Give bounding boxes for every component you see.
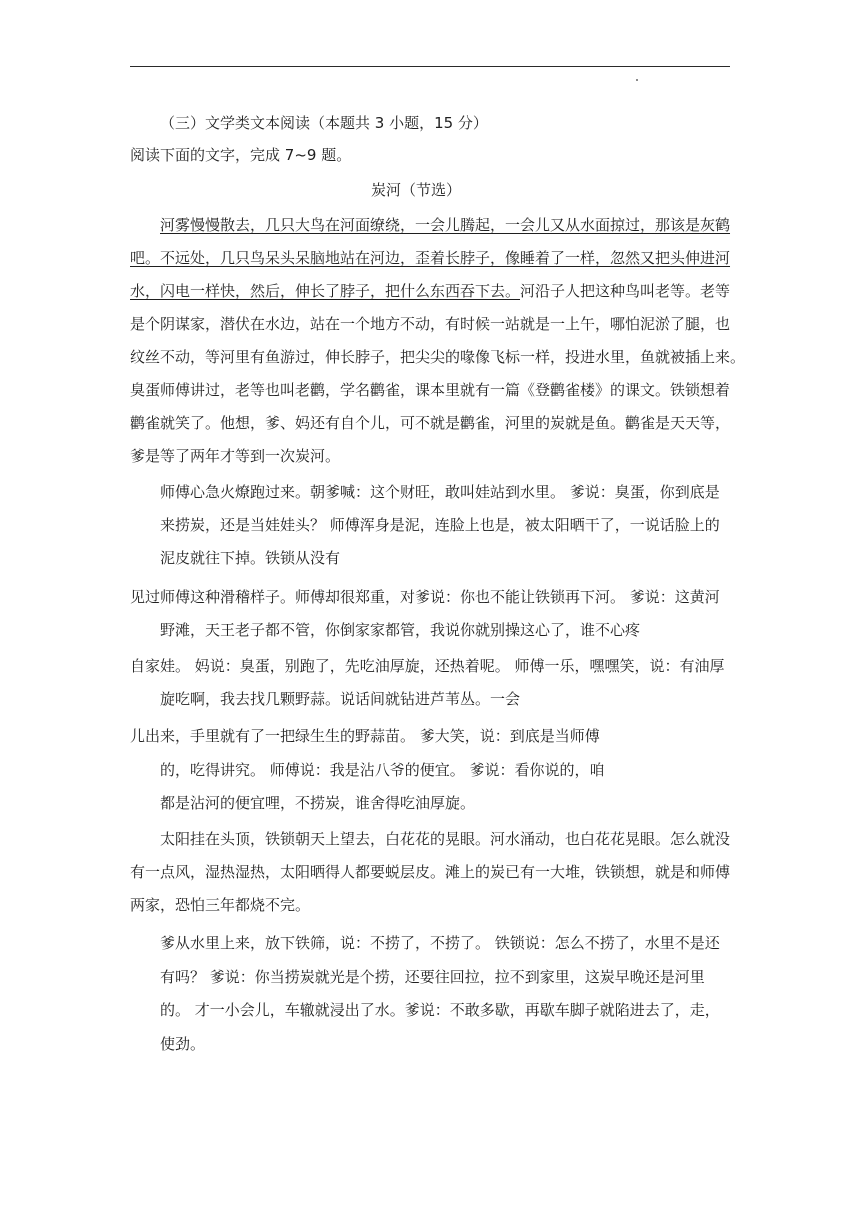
p2-line-9: 的，吃得讲究。 师傅说：我是沾八爷的便宜。 爹说：看你说的，咱 xyxy=(160,761,605,779)
p3-line-1: 太阳挂在头顶，铁锁朝天上望去，白花花的晃眼。河水涌动，也白花花晃眼。怎么就没 xyxy=(160,830,731,848)
p1-line-3-rest: 河沿子人把这种鸟叫老等。老等 xyxy=(520,282,731,300)
p2-line-6: 自家娃。 妈说：臭蛋，别跑了，先吃油厚旋，还热着呢。 师傅一乐，嘿嘿笑，说：有油厚 xyxy=(130,657,725,675)
p2-line-2: 来捞炭，还是当娃娃头？ 师傅浑身是泥，连脸上也是，被太阳晒干了，一说话脸上的 xyxy=(160,516,720,534)
p4-line-1: 爹从水里上来，放下铁筛，说：不捞了，不捞了。 铁锁说：怎么不捞了，水里不是还 xyxy=(160,934,720,952)
p2-line-5: 野滩，天王老子都不管，你倒家家都管，我说你就别操这心了，谁不心疼 xyxy=(160,621,641,639)
header-rule xyxy=(130,66,730,67)
header-dot xyxy=(636,79,638,81)
p1-line-6: 臭蛋师傅讲过，老等也叫老鹳，学名鹳雀，课本里就有一篇《登鹳雀楼》的课文。铁锁想着 xyxy=(130,381,731,399)
p1-line-4: 是个阴谋家，潜伏在水边，站在一个地方不动，有时候一站就是一上午，哪怕泥淤了腿，也 xyxy=(130,315,731,333)
p1-line-5: 纹丝不动，等河里有鱼游过，伸长脖子，把尖尖的喙像飞标一样，投进水里，鱼就被插上来。 xyxy=(130,348,746,366)
p2-line-1: 师傅心急火燎跑过来。朝爹喊：这个财旺，敢叫娃站到水里。 爹说：臭蛋，你到底是 xyxy=(160,483,720,501)
p1-line-2: 吧。不远处，几只鸟呆头呆脑地站在河边，歪着长脖子，像睡着了一样，忽然又把头伸进河 xyxy=(130,249,731,267)
p2-line-8: 儿出来，手里就有了一把绿生生的野蒜苗。 爹大笑，说：到底是当师傅 xyxy=(130,727,600,745)
p1-line-8: 爹是等了两年才等到一次炭河。 xyxy=(130,447,341,465)
p3-line-3: 两家，恐怕三年都烧不完。 xyxy=(130,896,311,914)
p4-line-4: 使劲。 xyxy=(160,1035,206,1053)
p1-line-3 xyxy=(130,281,730,303)
p2-line-3: 泥皮就往下掉。铁锁从没有 xyxy=(160,549,341,567)
article-title: 炭河（节选） xyxy=(371,181,462,199)
p1-line-7: 鹳雀就笑了。他想，爹、妈还有自个儿，可不就是鹳雀，河里的炭就是鱼。鹳雀是天天等， xyxy=(130,414,731,432)
p2-line-10: 都是沾河的便宜哩，不捞炭，谁舍得吃油厚旋。 xyxy=(160,794,476,812)
section-title: （三）文学类文本阅读（本题共 3 小题，15 分） xyxy=(160,114,488,132)
p3-line-2: 有一点风，湿热湿热，太阳晒得人都要蜕层皮。滩上的炭已有一大堆，铁锁想，就是和师傅 xyxy=(130,863,731,881)
p4-line-2: 有吗？ 爹说：你当捞炭就光是个捞，还要往回拉，拉不到家里，这炭早晚还是河里 xyxy=(160,968,705,986)
p2-line-7: 旋吃啊，我去找几颗野蒜。说话间就钻进芦苇丛。一会 xyxy=(160,690,521,708)
p1-line-1: 河雾慢慢散去，几只大鸟在河面缭绕，一会儿腾起，一会儿又从水面掠过，那该是灰鹤 xyxy=(160,216,731,234)
instruction-text: 阅读下面的文字，完成 7~9 题。 xyxy=(130,146,352,164)
p4-line-3: 的。 才一小会儿，车辙就浸出了水。爹说：不敢多歇，再歇车脚子就陷进去了，走， xyxy=(160,1001,720,1019)
p2-line-4: 见过师傅这种滑稽样子。师傅却很郑重，对爹说：你也不能让铁锁再下河。 爹说：这黄河 xyxy=(130,588,720,606)
p1-line-3-underlined: 水，闪电一样快，然后，伸长了脖子，把什么东西吞下去。 xyxy=(130,282,521,300)
